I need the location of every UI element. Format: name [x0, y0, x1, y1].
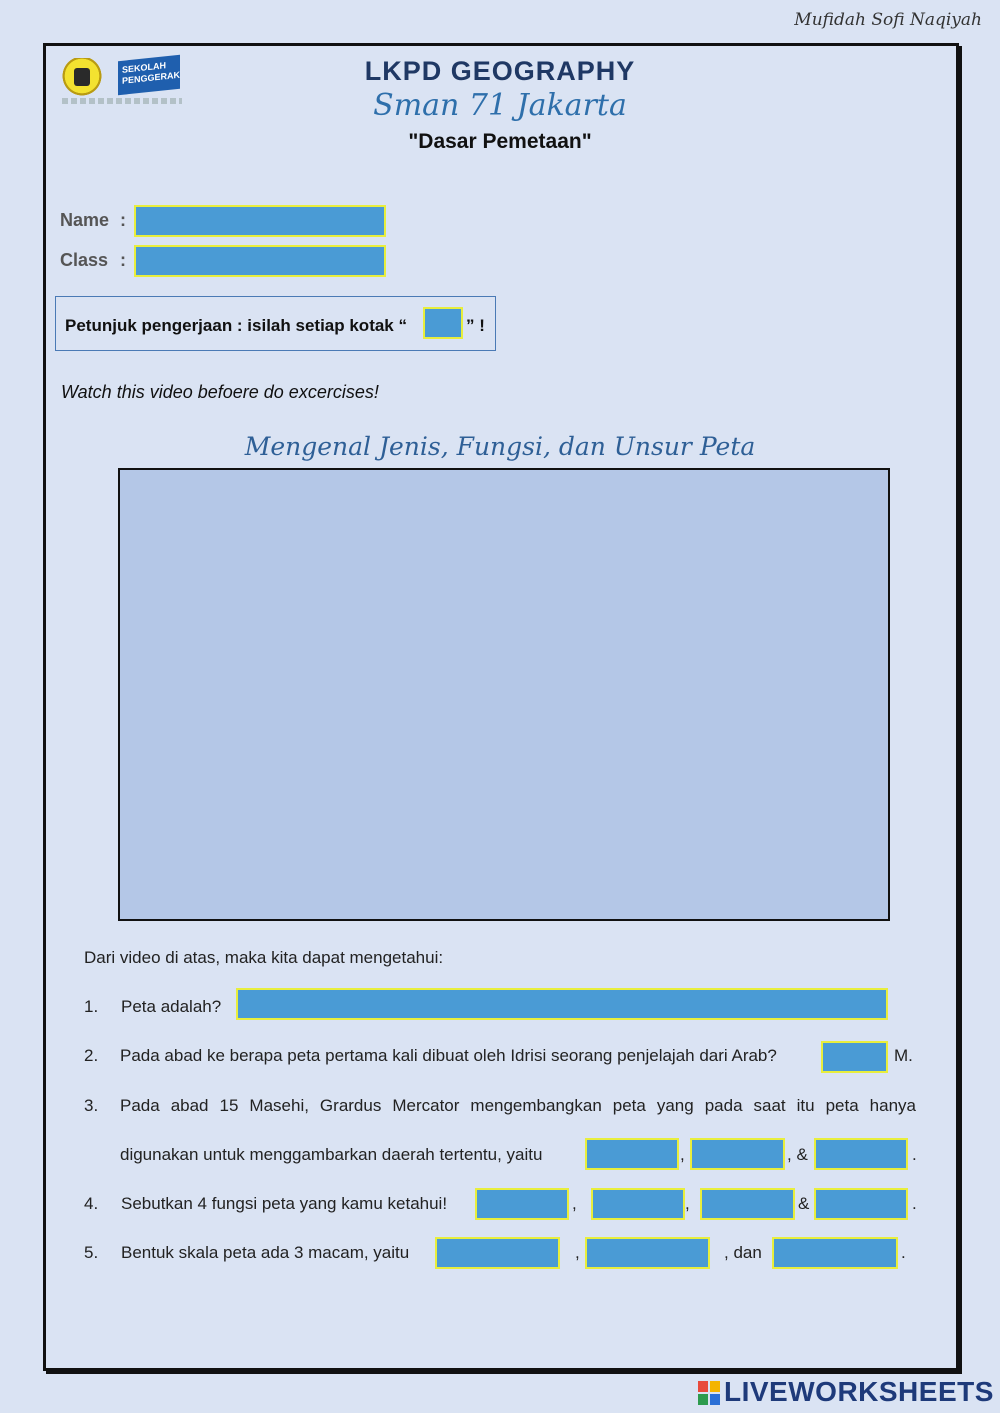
class-label: Class [60, 250, 109, 270]
q5-answer-1-input[interactable] [435, 1237, 560, 1269]
q3-line1: Pada abad 15 Masehi, Grardus Mercator mengembangkan peta yang pada saat itu peta hanya [120, 1096, 916, 1115]
q3-separator-1: , [680, 1145, 685, 1164]
sekolah-penggerak-logo: SEKOLAH PENGGERAK [118, 55, 180, 96]
q4-text: Sebutkan 4 fungsi peta yang kamu ketahui! [121, 1194, 448, 1213]
q3-answer-1-input[interactable] [585, 1138, 679, 1170]
q4-answer-2-input[interactable] [591, 1188, 685, 1220]
q3-answer-3-input[interactable] [814, 1138, 908, 1170]
instruction-text: Petunjuk pengerjaan : isilah setiap kotak “ [65, 316, 407, 335]
q2-number: 2. [84, 1046, 99, 1065]
q4-period: . [912, 1194, 917, 1213]
q4-separator-2: , [685, 1194, 690, 1213]
q4-number: 4. [84, 1194, 99, 1213]
q2-suffix: M. [894, 1046, 913, 1065]
class-colon: : [120, 250, 126, 270]
q5-separator-1: , [575, 1243, 580, 1262]
q4-answer-1-input[interactable] [475, 1188, 569, 1220]
q1-text: Peta adalah? [121, 997, 222, 1016]
name-input[interactable] [134, 205, 386, 237]
topic-title: "Dasar Pemetaan" [408, 130, 592, 153]
liveworksheets-brand: LIVEWORKSHEETS [724, 1376, 994, 1407]
q5-period: . [901, 1243, 906, 1262]
video-player[interactable] [118, 468, 890, 921]
author-name: Mufidah Sofi Naqiyah [794, 10, 982, 30]
school-name: Sman 71 Jakarta [373, 88, 627, 123]
q4-separator-3: & [798, 1194, 810, 1213]
q3-line2: digunakan untuk menggambarkan daerah tertentu, yaitu [120, 1145, 543, 1164]
questions-intro: Dari video di atas, maka kita dapat mengetahui: [84, 948, 444, 967]
name-label: Name [60, 210, 110, 230]
instruction-sample-box [423, 307, 463, 339]
q5-answer-3-input[interactable] [772, 1237, 898, 1269]
q5-text: Bentuk skala peta ada 3 macam, yaitu [121, 1243, 410, 1262]
class-input[interactable] [134, 245, 386, 277]
instruction-end: ” ! [466, 316, 485, 335]
q4-answer-3-input[interactable] [700, 1188, 795, 1220]
watch-instruction: Watch this video befoere do excercises! [61, 382, 379, 402]
q3-number: 3. [84, 1096, 99, 1115]
q5-answer-2-input[interactable] [585, 1237, 710, 1269]
video-title: Mengenal Jenis, Fungsi, dan Unsur Peta [244, 432, 756, 461]
q2-text: Pada abad ke berapa peta pertama kali dibuat oleh Idrisi seorang penjelajah dari Arab? [120, 1046, 777, 1065]
q3-period: . [912, 1145, 917, 1164]
liveworksheets-logo-icon [698, 1381, 720, 1405]
q4-answer-4-input[interactable] [814, 1188, 908, 1220]
q4-separator-1: , [572, 1194, 577, 1213]
name-colon: : [120, 210, 126, 230]
q1-answer-input[interactable] [236, 988, 888, 1020]
q3-answer-2-input[interactable] [690, 1138, 785, 1170]
q5-number: 5. [84, 1243, 99, 1262]
q5-separator-2: , dan [724, 1243, 762, 1262]
q2-answer-input[interactable] [821, 1041, 888, 1073]
q1-number: 1. [84, 997, 99, 1016]
worksheet-title: LKPD GEOGRAPHY [364, 56, 636, 86]
q3-separator-2: , & [787, 1145, 808, 1164]
